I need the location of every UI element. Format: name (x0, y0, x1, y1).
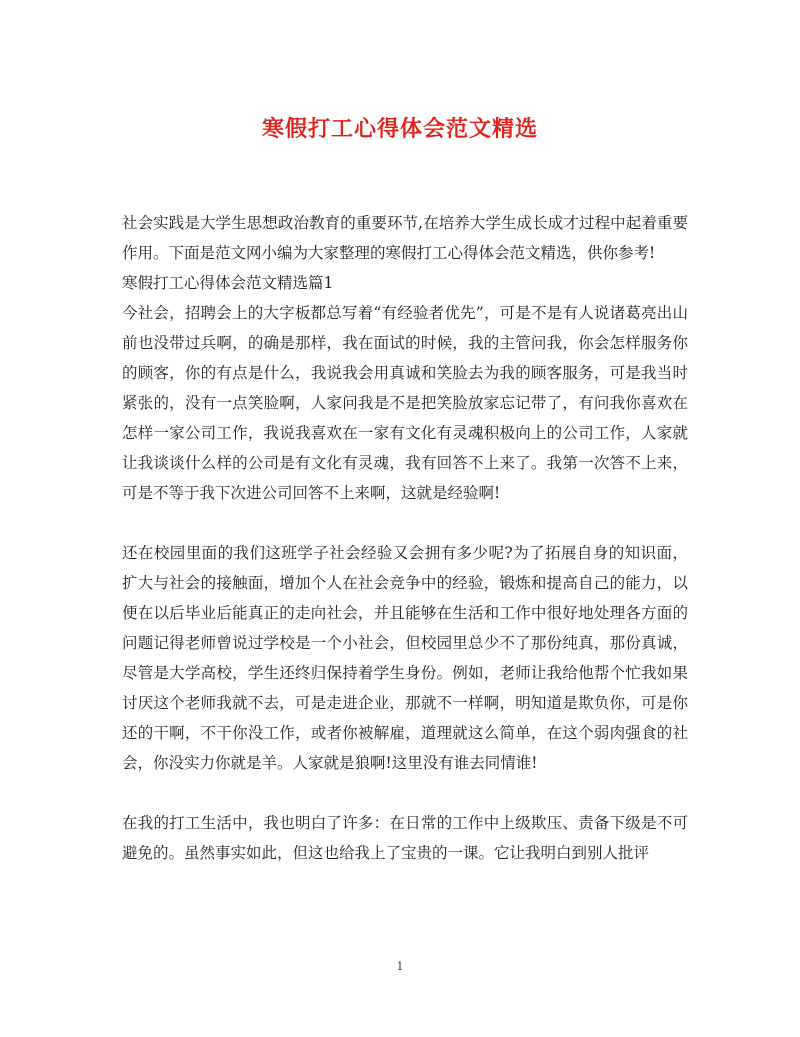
page-number: 1 (396, 960, 404, 973)
body-paragraph-3: 在我的打工生活中，我也明白了许多：在日常的工作中上级欺压、责备下级是不可避免的。虽然事实如此，但这也给我上了宝贵的一课。它让我明白到别人批评 (122, 814, 688, 862)
document-body (122, 208, 688, 868)
body-paragraph-1: 今社会，招聘会上的大字板都总写着“有经验者优先”，可是不是有人说诸葛亮出山前也没带过兵啊，的确是那样，我在面试的时候，我的主管问我，你会怎样服务你的顾客，你的有点是什么，我说我会用真诚和笑脸去为我的顾客服务，可是我当时紧张的，没有一点笑脸啊，人家问我是不是把笑脸放家忘记带了，有问我你喜欢在怎样一家公司工作，我说我喜欢在一家有文化有灵魂积极向上的公司工作，人家就让我谈谈什么样的公司是有文化有灵魂，我有回答不上来了。我第一次答不上来，可是不等于我下次进公司回答不上来啊，这就是经验啊! (122, 304, 688, 502)
intro-paragraph: 社会实践是大学生思想政治教育的重要环节,在培养大学生成长成才过程中起着重要作用。下面是范文网小编为大家整理的寒假打工心得体会范文精选，供你参考! (122, 214, 688, 262)
section-heading: 寒假打工心得体会范文精选篇1 (122, 274, 334, 292)
body-paragraph-2: 还在校园里面的我们这班学子社会经验又会拥有多少呢?为了拓展自身的知识面，扩大与社会的接触面，增加个人在社会竞争中的经验，锻炼和提高自己的能力，以便在以后毕业后能真正的走向社会，并且能够在生活和工作中很好地处理各方面的问题记得老师曾说过学校是一个小社会，但校园里总少不了那份纯真，那份真诚，尽管是大学高校，学生还终归保持着学生身份。例如，老师让我给他帮个忙我如果讨厌这个老师我就不去，可是走进企业，那就不一样啊，明知道是欺负你，可是你还的干啊，不干你没工作，或者你被解雇，道理就这么简单，在这个弱肉强食的社会，你没实力你就是羊。人家就是狼啊!这里没有谁去同情谁! (122, 544, 688, 772)
document-title: 寒假打工心得体会范文精选 (261, 116, 538, 142)
